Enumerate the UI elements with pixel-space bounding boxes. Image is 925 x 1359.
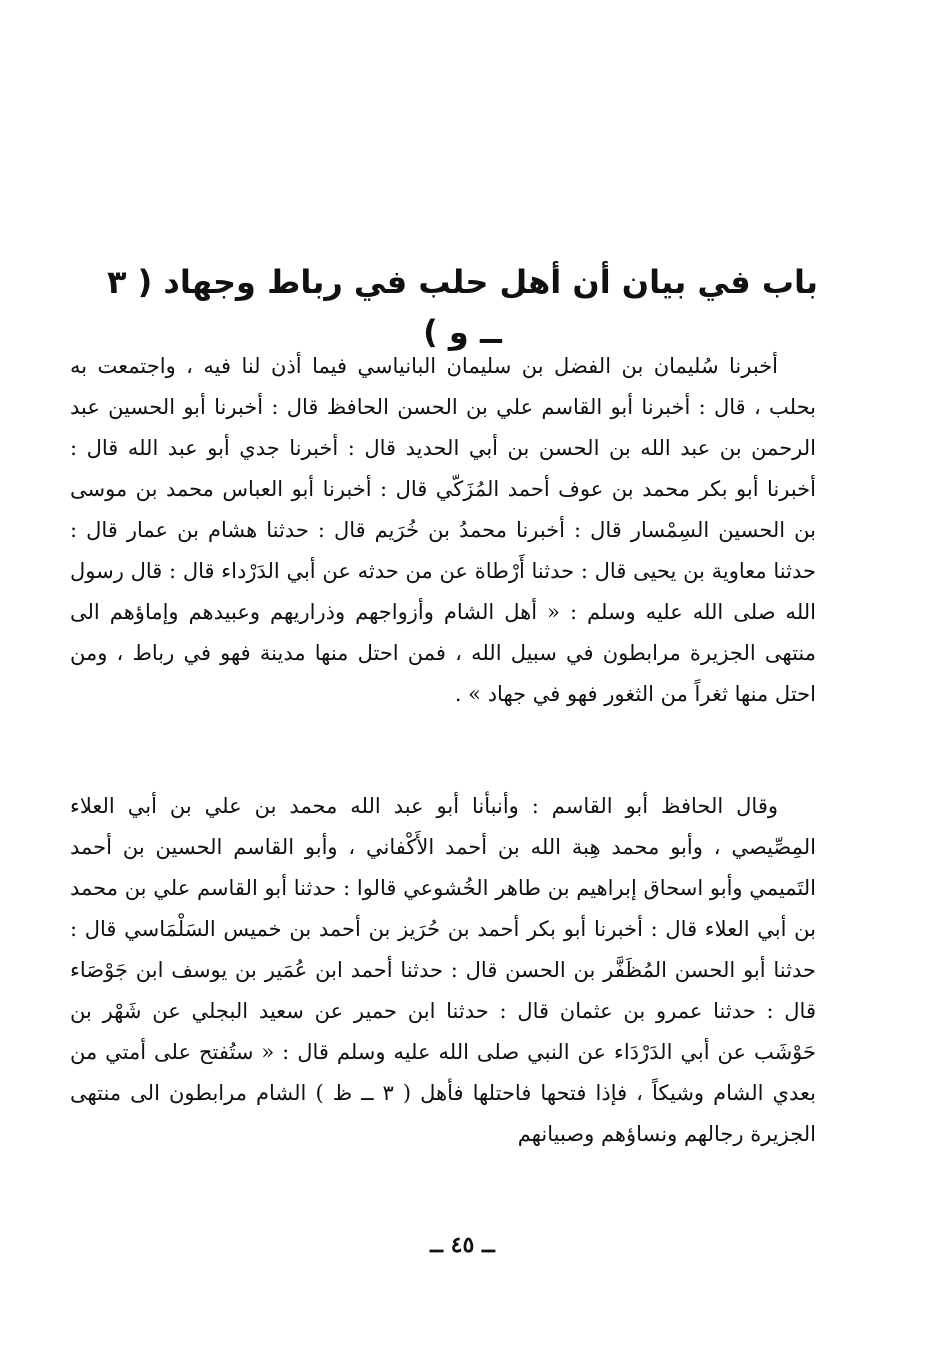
page-number: ــ ٤٥ ــ — [430, 1232, 495, 1258]
paragraph-2: وقال الحافظ أبو القاسم : وأنبأنا أبو عبد الله محمد بن علي بن أبي العلاء المِصِّيصي ، وأبو محمد هِبة الله بن أحمد الأَكْفاني ، وأبو القاسم الحسين بن أحمد التَميمي وأبو اسحاق إبراهيم بن طاهر الخُشوعي قالوا : حدثنا أبو القاسم علي بن محمد بن أبي العلاء قال : أخبرنا أبو بكر أحمد بن حُرَيز بن أحمد بن خميس السَلْمَاسي قال : حدثنا أبو الحسن المُظَفَّر بن الحسن قال : حدثنا أحمد ابن عُمَير بن يوسف ابن جَوْصَاء قال : حدثنا عمرو بن عثمان قال : حدثنا ابن حمير عن سعيد البجلي عن شَهْر بن حَوْشَب عن أبي الدَرْدَاء عن النبي صلى الله عليه وسلم قال : « ستُفتح على أمتي من بعدي الشام وشيكاً ، فإذا فتحها فاحتلها فأهل ( ٣ ــ ظ ) الشام مرابطون الى منتهى الجزيرة رجالهم ونساؤهم وصبيانهم — [70, 794, 816, 1146]
paragraph-1: أخبرنا سُليمان بن الفضل بن سليمان البانياسي فيما أذن لنا فيه ، واجتمعت به بحلب ، قال : أخبرنا أبو القاسم علي بن الحسن الحافظ قال : أخبرنا أبو الحسين عبد الرحمن بن عبد الله بن الحسن بن أبي الحديد قال : أخبرنا جدي أبو عبد الله قال : أخبرنا أبو بكر محمد بن عوف أحمد المُزَكّي قال : أخبرنا أبو العباس محمد بن موسى بن الحسين السِمْسار قال : أخبرنا محمدُ بن خُرَيم قال : حدثنا هشام بن عمار قال : حدثنا معاوية بن يحيى قال : حدثنا أَرْطاة عن من حدثه عن أبي الدَرْداء قال : قال رسول الله صلى الله عليه وسلم : « أهل الشام وأزواجهم وذراريهم وعبيدهم وإماؤهم الى منتهى الجزيرة مرابطون في سبيل الله ، فمن احتل منها مدينة فهو في رباط ، ومن احتل منها ثغراً من الثغور فهو في جهاد » . — [70, 354, 816, 706]
chapter-heading: باب في بيان أن أهل حلب في رباط وجهاد ( ٣ ــ و ) — [106, 263, 818, 352]
